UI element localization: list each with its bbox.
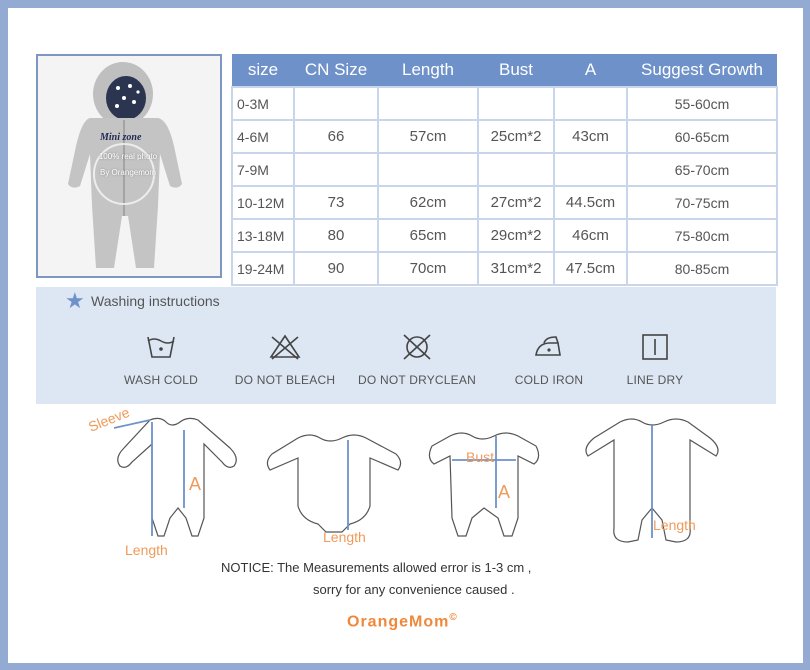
cell-size: 4-6M — [232, 120, 294, 153]
care-label: LINE DRY — [626, 373, 684, 387]
care-label: DO NOT DRYCLEAN — [358, 373, 476, 387]
cell-growth: 80-85cm — [627, 252, 777, 285]
cell-size: 10-12M — [232, 186, 294, 219]
cell-a: 46cm — [554, 219, 627, 252]
star-icon: ★ — [65, 288, 85, 313]
size-table — [231, 54, 778, 286]
cell-size: 19-24M — [232, 252, 294, 285]
washing-panel — [36, 287, 776, 404]
brand-name: OrangeMom — [347, 613, 450, 631]
cold-iron-icon — [532, 333, 566, 361]
cell-growth: 65-70cm — [627, 153, 777, 186]
cell-bust: 31cm*2 — [478, 252, 554, 285]
wash-cold-icon — [146, 333, 176, 361]
cell-bust — [478, 153, 554, 186]
cell-cn-size: 90 — [294, 252, 378, 285]
table-row — [232, 87, 777, 120]
care-label: COLD IRON — [514, 373, 584, 387]
cell-bust: 27cm*2 — [478, 186, 554, 219]
cell-growth: 60-65cm — [627, 120, 777, 153]
care-line-dry — [590, 333, 720, 387]
table-row — [232, 219, 777, 252]
table-row — [232, 120, 777, 153]
label-bust: Bust — [466, 449, 495, 465]
label-a-2: A — [498, 482, 511, 502]
cell-cn-size — [294, 87, 378, 120]
cell-cn-size: 80 — [294, 219, 378, 252]
table-header-row — [232, 54, 777, 87]
cell-size: 7-9M — [232, 153, 294, 186]
cell-a: 44.5cm — [554, 186, 627, 219]
long-romper-diagram — [118, 418, 237, 536]
washing-title: Washing instructions — [91, 293, 220, 309]
header-a: A — [554, 54, 627, 87]
care-label: WASH COLD — [123, 373, 199, 387]
header-size: size — [232, 54, 294, 87]
product-photo — [36, 54, 222, 278]
cell-bust: 25cm*2 — [478, 120, 554, 153]
cell-bust — [478, 87, 554, 120]
cell-cn-size: 73 — [294, 186, 378, 219]
cell-length — [378, 87, 478, 120]
cell-cn-size — [294, 153, 378, 186]
care-label: DO NOT BLEACH — [234, 373, 336, 387]
brand-mark: © — [449, 612, 458, 623]
header-suggest-growth: Suggest Growth — [627, 54, 777, 87]
cell-a: 43cm — [554, 120, 627, 153]
svg-text:Mini zone: Mini zone — [100, 132, 142, 143]
table-row — [232, 186, 777, 219]
cell-bust: 29cm*2 — [478, 219, 554, 252]
cell-size: 13-18M — [232, 219, 294, 252]
cell-length: 70cm — [378, 252, 478, 285]
cell-a — [554, 87, 627, 120]
cell-a: 47.5cm — [554, 252, 627, 285]
cell-length: 65cm — [378, 219, 478, 252]
cell-length — [378, 153, 478, 186]
cell-size: 0-3M — [232, 87, 294, 120]
brand-logo — [347, 612, 458, 631]
garment-diagrams — [80, 408, 740, 566]
romper-photo-illustration — [38, 56, 220, 276]
cell-a — [554, 153, 627, 186]
label-a-1: A — [189, 474, 202, 494]
care-do-not-dryclean — [352, 333, 482, 387]
header-bust: Bust — [478, 54, 554, 87]
notice-line-2: sorry for any convenience caused . — [313, 582, 515, 597]
table-row — [232, 153, 777, 186]
care-do-not-bleach — [220, 333, 350, 387]
cell-growth: 70-75cm — [627, 186, 777, 219]
do-not-dryclean-icon — [401, 333, 433, 361]
watermark-line-1: 100% real photo — [98, 152, 158, 161]
label-length-1: Length — [125, 542, 168, 558]
notice-line-1: NOTICE: The Measurements allowed error is 1-3 cm , — [221, 560, 532, 575]
line-dry-icon — [640, 333, 670, 361]
label-length-2: Length — [323, 529, 366, 545]
cell-length: 57cm — [378, 120, 478, 153]
header-length: Length — [378, 54, 478, 87]
label-length-3: Length — [653, 517, 696, 533]
do-not-bleach-icon — [268, 333, 302, 361]
cell-growth: 55-60cm — [627, 87, 777, 120]
cell-growth: 75-80cm — [627, 219, 777, 252]
cell-cn-size: 66 — [294, 120, 378, 153]
bodysuit-diagram — [267, 435, 400, 532]
header-cn-size: CN Size — [294, 54, 378, 87]
table-row — [232, 252, 777, 285]
watermark-line-2: By Orangemom — [99, 168, 157, 177]
cell-length: 62cm — [378, 186, 478, 219]
care-wash-cold — [96, 333, 226, 387]
label-sleeve: Sleeve — [86, 403, 132, 435]
